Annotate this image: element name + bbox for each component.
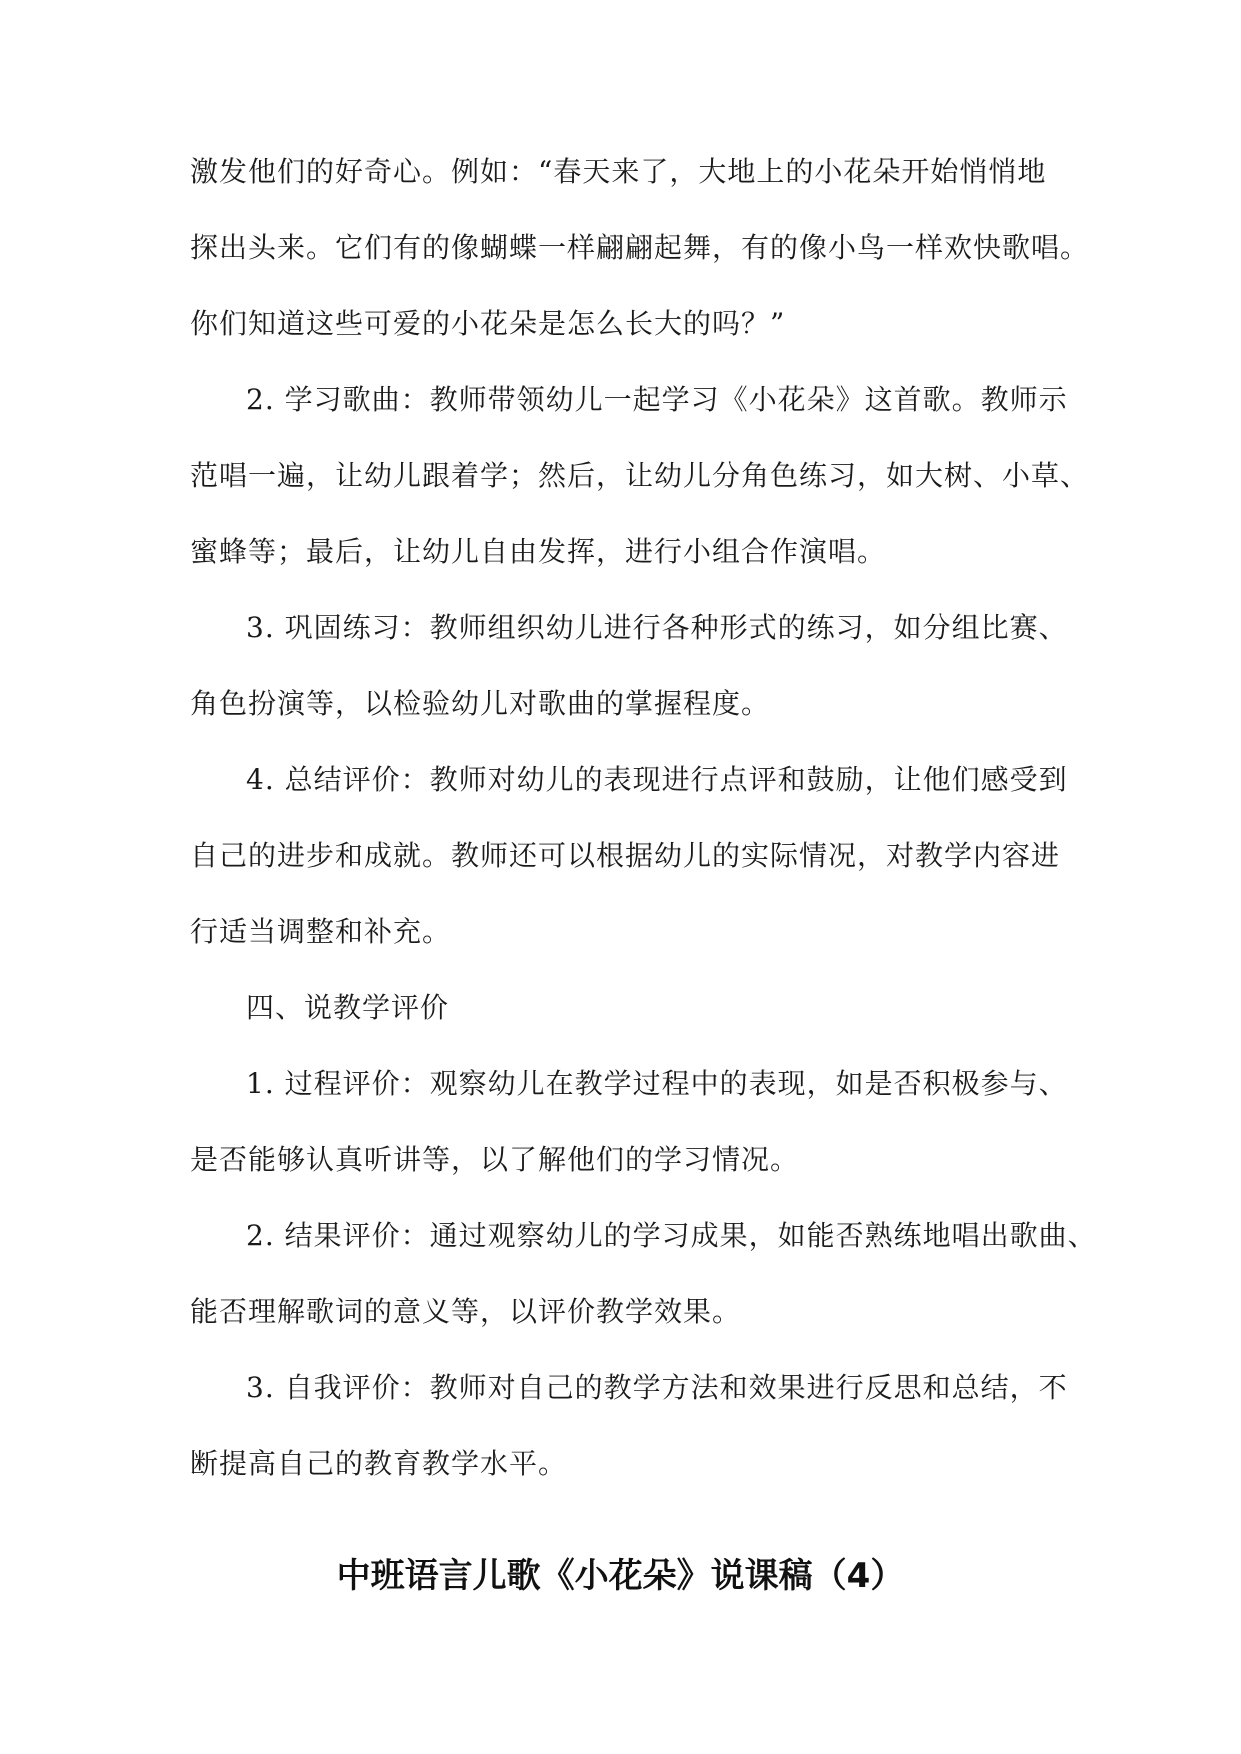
paragraph-line: 4. 总结评价：教师对幼儿的表现进行点评和鼓励，让他们感受到 bbox=[246, 763, 1068, 796]
paragraph-line: 2. 结果评价：通过观察幼儿的学习成果，如能否熟练地唱出歌曲、 bbox=[246, 1219, 1097, 1252]
paragraph-line: 1. 过程评价：观察幼儿在教学过程中的表现，如是否积极参与、 bbox=[246, 1067, 1068, 1100]
paragraph-line: 断提高自己的教育教学水平。 bbox=[190, 1447, 568, 1480]
paragraph-line: 范唱一遍，让幼儿跟着学；然后，让幼儿分角色练习，如大树、小草、 bbox=[190, 459, 1090, 492]
paragraph-line: 角色扮演等，以检验幼儿对歌曲的掌握程度。 bbox=[190, 687, 771, 720]
paragraph-line: 行适当调整和补充。 bbox=[190, 915, 452, 948]
document-title: 中班语言儿歌《小花朵》说课稿（4） bbox=[336, 1556, 905, 1596]
paragraph-line: 是否能够认真听讲等，以了解他们的学习情况。 bbox=[190, 1143, 800, 1176]
paragraph-line: 自己的进步和成就。教师还可以根据幼儿的实际情况，对教学内容进 bbox=[190, 839, 1061, 872]
section-heading: 四、说教学评价 bbox=[246, 991, 450, 1024]
paragraph-line: 能否理解歌词的意义等，以评价教学效果。 bbox=[190, 1295, 742, 1328]
paragraph-line: 2. 学习歌曲：教师带领幼儿一起学习《小花朵》这首歌。教师示 bbox=[246, 383, 1068, 416]
paragraph-line: 探出头来。它们有的像蝴蝶一样翩翩起舞，有的像小鸟一样欢快歌唱。 bbox=[190, 231, 1090, 264]
paragraph-line: 蜜蜂等；最后，让幼儿自由发挥，进行小组合作演唱。 bbox=[190, 535, 887, 568]
paragraph-line: 3. 巩固练习：教师组织幼儿进行各种形式的练习，如分组比赛、 bbox=[246, 611, 1068, 644]
paragraph-line: 激发他们的好奇心。例如：“春天来了，大地上的小花朵开始悄悄地 bbox=[190, 155, 1047, 188]
paragraph-line: 3. 自我评价：教师对自己的教学方法和效果进行反思和总结，不 bbox=[246, 1371, 1068, 1404]
paragraph-line: 你们知道这些可爱的小花朵是怎么长大的吗？” bbox=[190, 307, 786, 340]
